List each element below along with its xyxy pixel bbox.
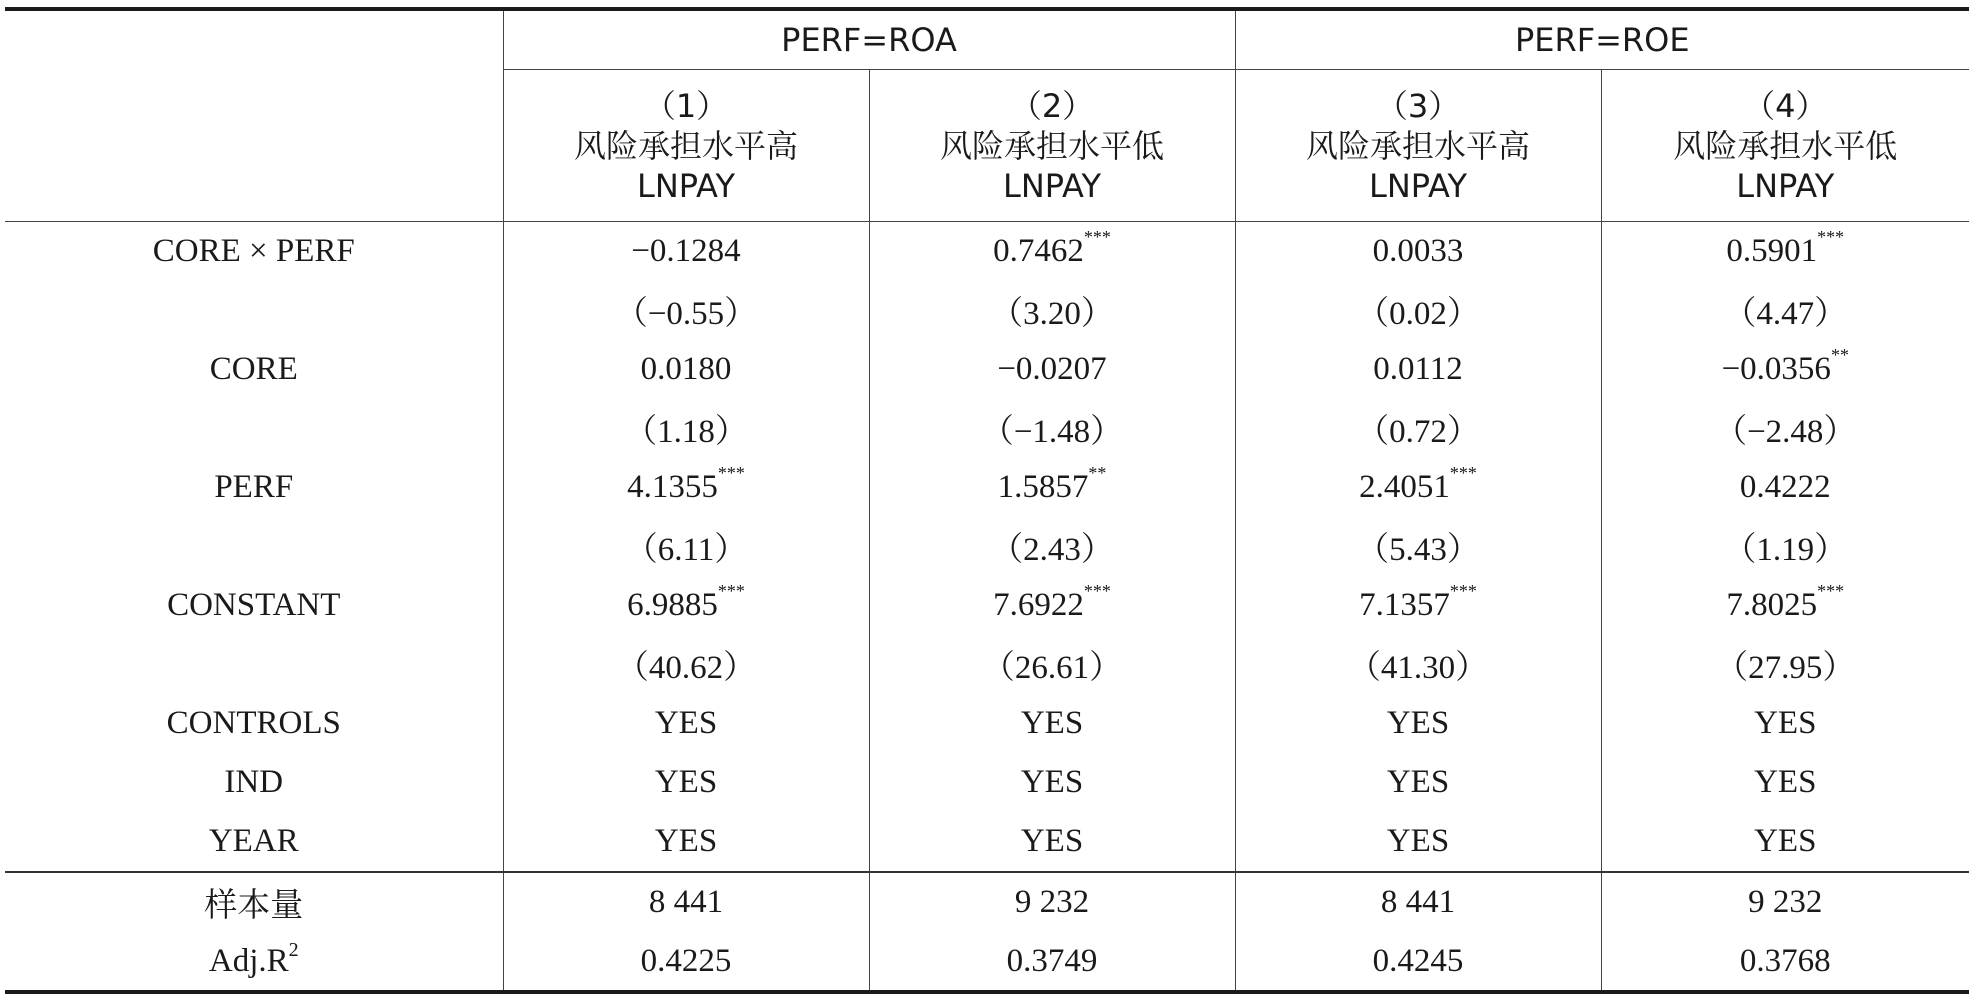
table-cell [869, 458, 1235, 517]
cell-value: YES [1754, 823, 1817, 859]
cell-value: YES [654, 764, 718, 800]
adj-r2-label-base: Adj.R [208, 942, 289, 979]
sample-size-value: 9 232 [869, 872, 1235, 932]
cell-value: （−2.48） [1714, 414, 1857, 450]
row-label: CORE [209, 351, 298, 387]
table-cell [1235, 812, 1601, 872]
cell-value: −0.0207 [997, 351, 1107, 387]
table-cell [1235, 281, 1601, 340]
row-label [5, 517, 503, 576]
cell-value: YES [654, 705, 718, 741]
table-row [5, 635, 1969, 694]
cell-value: 7.8025 [1726, 587, 1818, 623]
significance-marker: *** [1449, 581, 1477, 601]
column-dep-var: LNPAY [1003, 166, 1101, 205]
table-cell [503, 222, 869, 282]
table-cell [1235, 399, 1601, 458]
adj-r2-value: 0.3749 [869, 932, 1235, 992]
cell-value: 0.0112 [1373, 351, 1463, 387]
cell-value: YES [654, 823, 718, 859]
table-row [5, 340, 1969, 399]
table-cell [1601, 340, 1969, 399]
column-header-4 [1601, 70, 1969, 222]
table-row [5, 281, 1969, 340]
cell-value: YES [1020, 705, 1084, 741]
cell-value: （4.47） [1723, 296, 1848, 332]
table-cell [1601, 517, 1969, 576]
row-label [5, 399, 503, 458]
adj-r2-label-superscript: 2 [288, 938, 299, 961]
table-row [5, 576, 1969, 635]
cell-value: （40.62） [615, 650, 757, 686]
cell-value: 0.4222 [1739, 469, 1831, 505]
column-header-1 [503, 70, 869, 222]
significance-marker: *** [717, 463, 745, 483]
adj-r2-row [5, 932, 1969, 992]
cell-value: 0.7462 [993, 233, 1084, 269]
cell-value: 0.5901 [1726, 233, 1818, 269]
column-number: （3） [1375, 86, 1461, 125]
cell-value: （2.43） [990, 532, 1114, 568]
column-subtitle: 风险承担水平高 [1305, 126, 1530, 165]
table-cell [869, 222, 1235, 282]
significance-marker: *** [1083, 581, 1111, 601]
column-subtitle: 风险承担水平高 [573, 126, 798, 165]
table-row [5, 222, 1969, 282]
table-cell [1235, 222, 1601, 282]
cell-value: （3.20） [990, 296, 1114, 332]
column-number: （2） [1009, 86, 1095, 125]
cell-value: （5.43） [1356, 532, 1480, 568]
table-cell [503, 517, 869, 576]
significance-marker: *** [1449, 463, 1477, 483]
table-row [5, 458, 1969, 517]
significance-marker: *** [1817, 581, 1845, 601]
table-cell [1235, 576, 1601, 635]
table-cell [503, 753, 869, 812]
table-cell [869, 281, 1235, 340]
cell-value: （6.11） [624, 532, 748, 568]
table-cell [503, 458, 869, 517]
cell-value: （−0.55） [614, 296, 758, 332]
cell-value: 1.5857 [997, 469, 1089, 505]
row-label: CONSTANT [167, 587, 341, 623]
group-header-roa: PERF=ROA [503, 9, 1235, 70]
sample-size-value: 8 441 [1235, 872, 1601, 932]
regression-table-container [5, 7, 1969, 994]
column-number: （4） [1743, 86, 1828, 125]
significance-marker: ** [1830, 345, 1849, 365]
row-label: PERF [214, 469, 294, 505]
cell-value: （1.18） [624, 414, 748, 450]
table-cell [1601, 753, 1969, 812]
cell-value: （−1.48） [980, 414, 1124, 450]
column-dep-var: LNPAY [1369, 166, 1467, 205]
table-cell [1601, 222, 1969, 282]
cell-value: （27.95） [1715, 650, 1856, 686]
cell-value: 0.0033 [1372, 233, 1464, 269]
row-label: IND [224, 764, 284, 800]
column-header-2 [869, 70, 1235, 222]
column-subtitle: 风险承担水平低 [1673, 126, 1898, 165]
table-row [5, 753, 1969, 812]
stub-header-cell [5, 9, 503, 222]
cell-value: YES [1386, 764, 1450, 800]
significance-marker: ** [1088, 463, 1107, 483]
table-cell [503, 812, 869, 872]
cell-value: YES [1386, 705, 1450, 741]
table-cell [1601, 281, 1969, 340]
regression-table [5, 7, 1969, 994]
cell-value: 2.4051 [1359, 469, 1450, 505]
cell-value: （0.02） [1356, 296, 1480, 332]
cell-value: YES [1020, 823, 1084, 859]
cell-value: YES [1386, 823, 1450, 859]
table-cell [869, 694, 1235, 753]
cell-value: YES [1754, 705, 1817, 741]
group-header-roe: PERF=ROE [1235, 9, 1969, 70]
table-cell [1235, 517, 1601, 576]
cell-value: （41.30） [1347, 650, 1489, 686]
table-cell [1601, 812, 1969, 872]
cell-value: （1.19） [1723, 532, 1848, 568]
group-header-row [5, 9, 1969, 70]
adj-r2-value: 0.4245 [1235, 932, 1601, 992]
table-cell [869, 399, 1235, 458]
table-cell [1601, 458, 1969, 517]
table-cell [1601, 576, 1969, 635]
column-dep-var: LNPAY [1736, 166, 1835, 205]
sample-size-value: 9 232 [1601, 872, 1969, 932]
table-cell [503, 281, 869, 340]
adj-r2-value: 0.4225 [503, 932, 869, 992]
sample-size-label: 样本量 [204, 885, 304, 924]
table-row [5, 399, 1969, 458]
cell-value: YES [1754, 764, 1817, 800]
table-cell [869, 517, 1235, 576]
table-cell [503, 340, 869, 399]
table-cell [869, 812, 1235, 872]
table-cell [869, 753, 1235, 812]
adj-r2-label [5, 932, 503, 992]
cell-value: −0.1284 [631, 233, 741, 269]
table-cell [1235, 340, 1601, 399]
adj-r2-value: 0.3768 [1601, 932, 1969, 992]
sample-size-value: 8 441 [503, 872, 869, 932]
table-cell [1235, 753, 1601, 812]
significance-marker: *** [1817, 227, 1845, 247]
table-cell [1235, 635, 1601, 694]
cell-value: 7.6922 [993, 587, 1084, 623]
table-cell [1601, 694, 1969, 753]
row-label: CORE × PERF [152, 233, 355, 269]
cell-value: −0.0356 [1721, 351, 1831, 387]
row-label [5, 281, 503, 340]
significance-marker: *** [1083, 227, 1111, 247]
table-cell [1235, 458, 1601, 517]
table-row [5, 694, 1969, 753]
column-dep-var: LNPAY [637, 166, 735, 205]
cell-value: 7.1357 [1359, 587, 1450, 623]
table-cell [869, 340, 1235, 399]
column-header-3 [1235, 70, 1601, 222]
cell-value: （26.61） [981, 650, 1123, 686]
cell-value: 6.9885 [627, 587, 718, 623]
table-cell [869, 635, 1235, 694]
table-row [5, 517, 1969, 576]
table-cell [869, 576, 1235, 635]
significance-marker: *** [717, 581, 745, 601]
table-cell [1601, 635, 1969, 694]
cell-value: 0.0180 [640, 351, 732, 387]
table-cell [1235, 694, 1601, 753]
row-label [5, 635, 503, 694]
table-cell [503, 576, 869, 635]
table-cell [503, 635, 869, 694]
table-cell [1601, 399, 1969, 458]
row-label: YEAR [5, 812, 503, 872]
sample-size-row [5, 872, 1969, 932]
table-cell [503, 399, 869, 458]
cell-value: （0.72） [1356, 414, 1480, 450]
column-subtitle: 风险承担水平低 [939, 126, 1164, 165]
row-label: CONTROLS [166, 705, 341, 741]
cell-value: 4.1355 [627, 469, 718, 505]
table-row [5, 812, 1969, 872]
column-number: （1） [643, 86, 729, 125]
table-cell [503, 694, 869, 753]
cell-value: YES [1020, 764, 1084, 800]
